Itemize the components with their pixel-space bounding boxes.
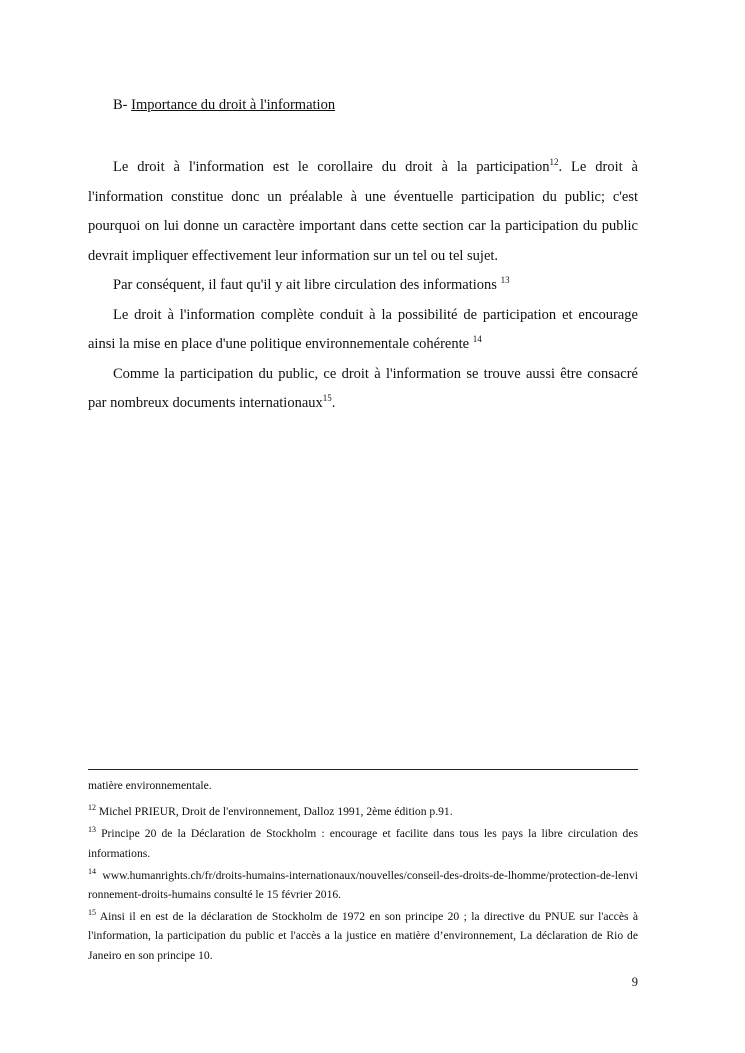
paragraph-1 [88, 153, 638, 271]
paragraph-4-text: Comme la participation du public, ce droit à l'information se trouve aussi être consacré par nombreux documents internationaux [88, 365, 638, 411]
footnote-15 [88, 907, 638, 965]
section-title: Importance du droit à l'information [131, 97, 336, 113]
paragraph-1-text: Le droit à l'information est le corollaire du droit à la participation [113, 159, 550, 175]
footnote-ref-13[interactable]: 13 [500, 275, 510, 286]
paragraph-4 [88, 360, 638, 419]
footnote-separator [88, 769, 638, 770]
paragraph-2 [88, 271, 638, 301]
footnote-12-text: Michel PRIEUR, Droit de l'environnement, Dalloz 1991, 2ème édition p.91. [98, 805, 453, 819]
footnote-14 [88, 866, 638, 904]
paragraph-4-after: . [331, 395, 336, 411]
page-number: 9 [631, 975, 638, 989]
footnote-ref-12[interactable]: 12 [549, 157, 559, 168]
footnote-number-15: 15 [88, 908, 96, 918]
footnote-13-text: Principe 20 de la Déclaration de Stockholm : encourage et facilite dans tous les pays la libre circulation des informations. [88, 827, 638, 860]
footnote-ref-14[interactable]: 14 [472, 334, 482, 345]
footnote-13 [88, 824, 638, 862]
footnote-continuation: matière environnementale. [88, 779, 212, 792]
footnote-number-13: 13 [88, 825, 96, 835]
body-text [88, 153, 638, 419]
paragraph-3 [88, 301, 638, 360]
footnote-number-12: 12 [88, 803, 96, 813]
footnotes [88, 776, 638, 968]
footnote-14-text[interactable]: www.humanrights.ch/fr/droits-humains-internationaux/nouvelles/conseil-des-droits-de-lhomme/protection-de-lenvironnement-droits-humains consulté le 15 février 2016. [88, 868, 638, 902]
footnote-15-text: Ainsi il en est de la déclaration de Stockholm de 1972 en son principe 20 ; la directive du PNUE sur l'accès à l'information, la participation du public et l'accès a la justice en matière d’environnement, La déclaration de Rio de Janeiro en son principe 10. [88, 910, 638, 962]
paragraph-3-text: Le droit à l'information complète conduit à la possibilité de participation et encourage ainsi la mise en place d'une politique environnementale cohérente [88, 306, 638, 352]
paragraph-1-after: . Le droit à l'information constitue donc un préalable à une éventuelle participation du public; c'est pourquoi on lui donne un caractère important dans cette section car la participation du public devrait impliquer effectivement leur information sur un tel ou tel sujet. [88, 159, 638, 264]
section-prefix: B- [113, 97, 128, 113]
footnote-number-14: 14 [88, 866, 96, 876]
footnote-ref-15[interactable]: 15 [322, 393, 332, 404]
section-heading [113, 95, 335, 115]
paragraph-2-text: Par conséquent, il faut qu'il y ait libre circulation des informations [113, 277, 497, 293]
footnote-12 [88, 802, 638, 821]
